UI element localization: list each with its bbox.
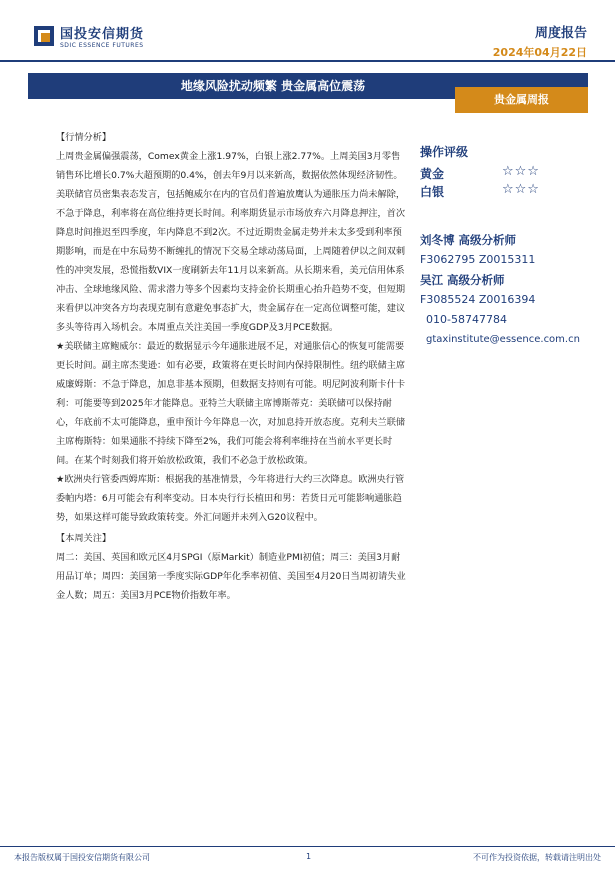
analyst-2-cert: F3085524 Z0016394 bbox=[420, 293, 536, 306]
contact-phone: 010-58747784 bbox=[426, 313, 507, 326]
weekly-focus-paragraph: 周二：美国、英国和欧元区4月SPGI（原Markit）制造业PMI初值；周三：美国3月耐用品订单；周四：美国第一季度实际GDP年化季率初值、美国至4月20日当周初请失业金人数；周五：美国3月PCE物价指数年率。 bbox=[56, 552, 406, 601]
section-heading-focus: 【本周关注】 bbox=[56, 533, 112, 544]
brand-name: 国投安信期货 bbox=[60, 27, 145, 42]
brand-logo-icon bbox=[34, 26, 54, 46]
fed-comments-paragraph: ★美联储主席鲍威尔：最近的数据显示今年通胀进展不足，对通胀信心的恢复可能需要更长时间。副主席杰斐逊：如有必要，政策将在更长时间内保持限制性。纽约联储主席威廉姆斯：不急于降息，加息非基本预期，但数据支持则有可能。明尼阿波利斯卡什卡利：可能要等到2025年才能降息。亚特兰大联储主席博斯蒂克：美联储可以保持耐心，年底前不太可能降息，重申预计今年降息一次，对加息持开放态度。克利夫兰联储主席梅斯特：如果通胀不持续下降至2%，我们可能会将利率维持在当前水平更长时间。在某个时刻我们将开始放松政策，我们不必急于放松政策。 bbox=[56, 341, 406, 466]
rating-silver-label: 白银 bbox=[420, 185, 445, 199]
report-date: 2024年04月22日 bbox=[492, 46, 587, 59]
footer-divider bbox=[0, 846, 615, 847]
contact-email[interactable]: gtaxinstitute@essence.com.cn bbox=[426, 334, 580, 345]
report-type: 周度报告 bbox=[534, 26, 587, 41]
analyst-2-name: 吴江 高级分析师 bbox=[420, 273, 505, 287]
footer-copyright: 本报告版权属于国投安信期货有限公司 bbox=[14, 853, 150, 862]
ecb-comments-paragraph: ★欧洲央行管委西姆库斯：根据我的基准情景，今年将进行大约三次降息。欧洲央行管委帕内塔：6月可能会有利率变动。日本央行行长植田和男：若货日元可能影响通胀趋势，如果这样可能导致政策转变。外汇问题并未列入G20议程中。 bbox=[56, 474, 405, 523]
section-heading-market: 【行情分析】 bbox=[56, 132, 112, 143]
rating-gold-stars: ☆☆☆ bbox=[502, 164, 540, 179]
page-number: 1 bbox=[306, 852, 312, 861]
report-title: 地缘风险扰动频繁 贵金属高位震荡 bbox=[180, 79, 366, 93]
body-column bbox=[56, 128, 408, 605]
analyst-1-cert: F3062795 Z0015311 bbox=[420, 253, 536, 266]
market-analysis-paragraph: 上周贵金属偏强震荡，Comex黄金上涨1.97%，白银上涨2.77%。上周美国3月零售销售环比增长0.7%大超预期的0.4%，创去年9月以来新高，数据依然体现经济韧性。美联储官员密集表态发言，包括鲍威尔在内的官员们普遍放鹰认为通胀压力尚未解除，不急于降息，利率将在高位维持更长时间。利率期货显示市场放弃六月降息押注，首次降息时间推迟至四季度，年内降息不到2次。不过近期贵金属走势并未太多受到利率预期影响，而是在中东局势不断缠扎的情况下交易全球动荡局面，上周随着伊以之间双刺性的冲突发展，恐慌指数VIX一度刷新去年11月以来新高。从长期来看，美元信用体系冲击、全球地缘风险、需求潜力等多个因素均支持金价长期重心抬升趋势不变，但短期来看伊以冲突各方均表现克制有意避免事态扩大，贵金属存在一定高位调整可能，建议多头等待再入场机会。本周重点关注美国一季度GDP及3月PCE数据。 bbox=[56, 151, 406, 333]
header-divider bbox=[0, 60, 615, 62]
analyst-1-name: 刘冬博 高级分析师 bbox=[420, 233, 517, 247]
brand-name-en: SDIC ESSENCE FUTURES bbox=[60, 42, 144, 49]
report-tag: 贵金属周报 bbox=[494, 93, 549, 106]
rating-heading: 操作评级 bbox=[420, 145, 469, 159]
rating-silver-stars: ☆☆☆ bbox=[502, 182, 540, 197]
footer-disclaimer: 不可作为投资依据，转载请注明出处 bbox=[473, 853, 601, 862]
rating-gold-label: 黄金 bbox=[420, 167, 445, 181]
